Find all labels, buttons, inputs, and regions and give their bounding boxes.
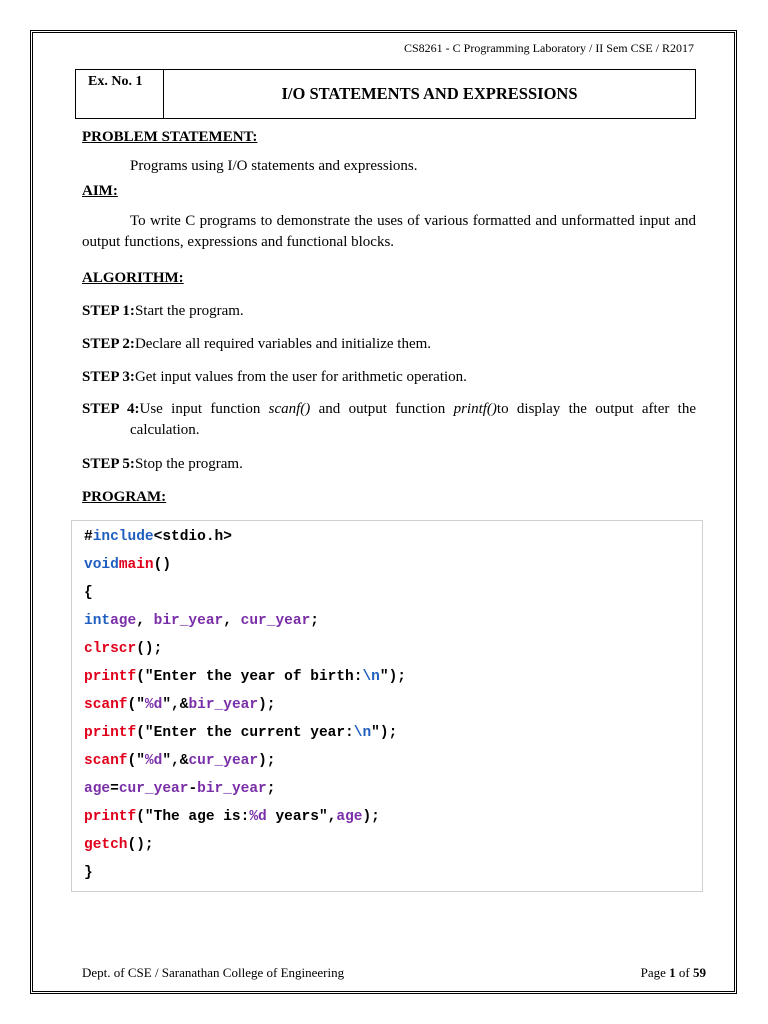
code-text: (" bbox=[127, 753, 145, 769]
step-label: STEP 3: bbox=[82, 369, 135, 385]
code-text: () bbox=[153, 557, 172, 573]
code-text: - bbox=[188, 781, 198, 797]
course-header: CS8261 - C Programming Laboratory / II Sem CSE / R2017 bbox=[404, 41, 694, 55]
page-total: 59 bbox=[693, 965, 706, 980]
step-text: Stop the program. bbox=[134, 456, 243, 472]
code-text: ); bbox=[258, 697, 276, 713]
code-line-11 bbox=[84, 809, 380, 825]
code-keyword: include bbox=[92, 529, 154, 545]
step-text: Declare all required variables and initialize them. bbox=[134, 336, 432, 352]
code-text: (); bbox=[136, 641, 163, 657]
code-text: ",& bbox=[162, 697, 189, 713]
exercise-title: I/O STATEMENTS AND EXPRESSIONS bbox=[281, 84, 578, 103]
code-text: ; bbox=[266, 781, 276, 797]
code-variable: age bbox=[84, 781, 111, 797]
code-text: ("Enter the current year: bbox=[136, 725, 354, 741]
code-text: = bbox=[110, 781, 119, 797]
code-keyword: void bbox=[84, 557, 119, 573]
code-line-8 bbox=[84, 725, 397, 741]
code-format: %d bbox=[144, 753, 163, 769]
step-text: Start the program. bbox=[134, 303, 244, 319]
code-text: ; bbox=[310, 613, 319, 629]
page-word: Page bbox=[640, 965, 666, 980]
code-line-12 bbox=[84, 837, 154, 853]
program-heading: PROGRAM: bbox=[82, 489, 167, 505]
code-line-6 bbox=[84, 669, 406, 685]
code-text: (" bbox=[127, 697, 145, 713]
of-word: of bbox=[678, 965, 690, 980]
code-text: ("The age is: bbox=[136, 809, 250, 825]
code-function: scanf bbox=[84, 697, 128, 713]
code-text: ); bbox=[258, 753, 276, 769]
code-variable: bir_year bbox=[197, 781, 267, 797]
problem-text: Programs using I/O statements and expressions. bbox=[130, 158, 418, 174]
exercise-header-table bbox=[75, 69, 696, 119]
code-text: <stdio.h> bbox=[153, 529, 232, 545]
step-3 bbox=[82, 367, 467, 388]
footer-department: Dept. of CSE / Saranathan College of Engineering bbox=[82, 965, 345, 980]
step-text-mid: and output function bbox=[310, 401, 454, 417]
step-2 bbox=[82, 334, 431, 355]
exercise-number: Ex. No. 1 bbox=[76, 70, 164, 118]
code-function: scanf bbox=[84, 753, 128, 769]
code-text: , bbox=[223, 613, 241, 629]
code-variable: cur_year bbox=[118, 781, 189, 797]
code-line-4 bbox=[84, 613, 319, 629]
code-type: int bbox=[84, 613, 111, 629]
footer-page-number bbox=[641, 965, 706, 981]
code-line-3: { bbox=[84, 585, 93, 601]
code-variable: cur_year bbox=[240, 613, 311, 629]
step-text-pre: Use input function bbox=[139, 401, 269, 417]
aim-text: To write C programs to demonstrate the uses of various formatted and unformatted input and output functions, expressions and functional blocks. bbox=[82, 213, 696, 250]
code-text: ",& bbox=[162, 753, 189, 769]
code-text: years", bbox=[266, 809, 337, 825]
code-function: printf bbox=[84, 669, 137, 685]
code-format: %d bbox=[144, 697, 163, 713]
code-variable: bir_year bbox=[153, 613, 224, 629]
code-line-5 bbox=[84, 641, 162, 657]
code-text: "); bbox=[379, 669, 406, 685]
code-hash: # bbox=[84, 529, 93, 545]
step-4 bbox=[82, 399, 696, 441]
code-function: main bbox=[118, 557, 154, 573]
code-line-1 bbox=[84, 529, 232, 545]
code-line-2 bbox=[84, 557, 171, 573]
step-label: STEP 4: bbox=[82, 401, 140, 417]
aim-heading: AIM: bbox=[82, 183, 118, 199]
code-line-10 bbox=[84, 781, 275, 797]
code-escape: \n bbox=[362, 669, 380, 685]
code-line-7 bbox=[84, 697, 275, 713]
step-text: Get input values from the user for arithmetic operation. bbox=[134, 369, 467, 385]
code-format: %d bbox=[249, 809, 267, 825]
step-5 bbox=[82, 454, 243, 475]
algorithm-heading: ALGORITHM: bbox=[82, 270, 184, 286]
problem-heading: PROBLEM STATEMENT: bbox=[82, 129, 258, 145]
code-function: clrscr bbox=[84, 641, 137, 657]
function-scanf: scanf() bbox=[268, 401, 311, 417]
code-function: printf bbox=[84, 725, 137, 741]
code-escape: \n bbox=[353, 725, 372, 741]
code-variable: age bbox=[110, 613, 137, 629]
step-label: STEP 1: bbox=[82, 303, 135, 319]
code-text: "); bbox=[371, 725, 398, 741]
code-function: printf bbox=[84, 809, 137, 825]
code-text: (); bbox=[127, 837, 154, 853]
code-text: , bbox=[136, 613, 154, 629]
code-variable: cur_year bbox=[188, 753, 259, 769]
step-text-post: to display the output after the calculation. bbox=[130, 401, 696, 438]
code-variable: bir_year bbox=[188, 697, 259, 713]
step-1 bbox=[82, 301, 244, 322]
page-current: 1 bbox=[669, 965, 676, 980]
step-label: STEP 5: bbox=[82, 456, 135, 472]
code-line-13: } bbox=[84, 865, 93, 881]
code-text: ("Enter the year of birth: bbox=[136, 669, 363, 685]
code-function: getch bbox=[84, 837, 128, 853]
code-text: ); bbox=[362, 809, 380, 825]
code-block bbox=[71, 520, 703, 892]
step-label: STEP 2: bbox=[82, 336, 135, 352]
code-line-9 bbox=[84, 753, 275, 769]
code-variable: age bbox=[336, 809, 363, 825]
function-printf: printf() bbox=[453, 401, 497, 417]
